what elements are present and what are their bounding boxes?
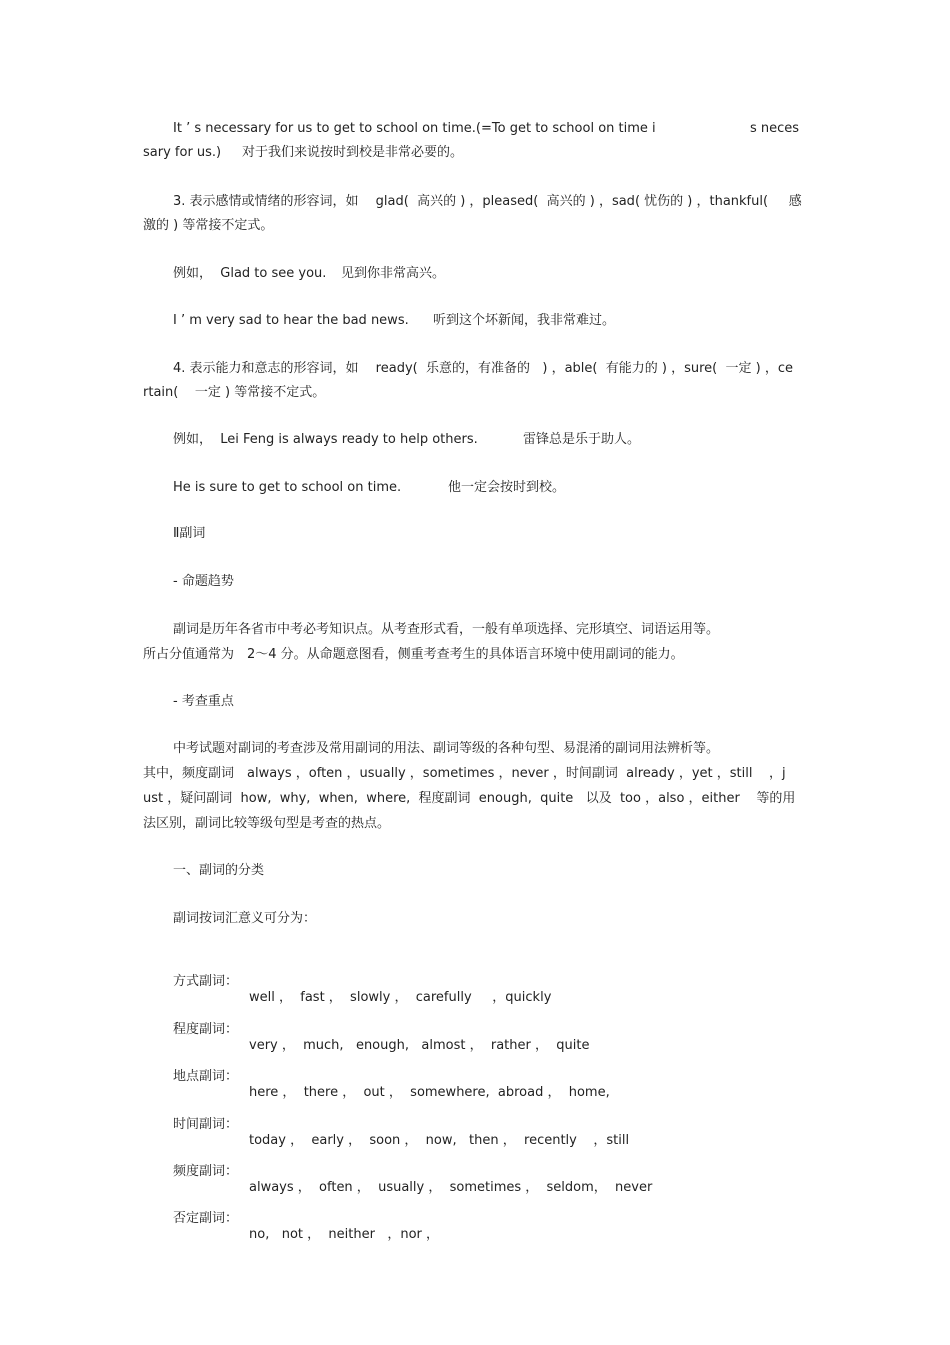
category-line [173, 1195, 440, 1259]
example-sentence: 例如， Glad to see you. [173, 266, 327, 281]
paragraph-line-tail: s neces [750, 121, 800, 136]
paragraph-line: 副词按词汇意义可分为： [173, 911, 317, 926]
paragraph-line: sary for us.) [143, 145, 222, 160]
section-heading: 一、副词的分类 [173, 863, 265, 878]
category-words: no, not ， neither ，nor ， [249, 1227, 440, 1242]
category-label: 方式副词： [173, 974, 239, 989]
subheading: - 命题趋势 [173, 574, 234, 589]
category-label: 否定副词： [173, 1211, 239, 1226]
paragraph-line: 4. 表示能力和意志的形容词，如 ready( 乐意的，有准备的 ) ，able( 有能力的 ) ，sure( 一定 ) ，ce [173, 361, 793, 376]
paragraph-line: rtain( 一定 ) 等常接不定式。 [143, 385, 326, 400]
category-label: 频度副词： [173, 1164, 239, 1179]
example-sentence: 例如， Lei Feng is always ready to help others. [173, 432, 478, 447]
section-heading: Ⅱ副词 [173, 526, 206, 541]
paragraph-line: 中考试题对副词的考查涉及常用副词的用法、副词等级的各种句型、易混淆的副词用法辨析等。 [173, 741, 720, 756]
category-words: always ， often ， usually ， sometimes ， seldom， never [249, 1180, 653, 1195]
paragraph-line: 3. 表示感情或情绪的形容词，如 glad( 高兴的 ) ，pleased( 高兴的 ) ，sad( 忧伤的 ) ，thankful( 感 [173, 194, 802, 209]
example-sentence: He is sure to get to school on time. [173, 480, 402, 495]
translation-text: 对于我们来说按时到校是非常必要的。 [242, 145, 464, 160]
paragraph-line: ust ，疑问副词 how, why, when, where, 程度副词 enough, quite 以及 too ，also ，either 等的用 [143, 791, 796, 806]
category-label: 地点副词： [173, 1069, 239, 1084]
category-words: well ， fast ， slowly ， carefully ，quickly [249, 990, 552, 1005]
category-label: 程度副词： [173, 1022, 239, 1037]
category-words: very ， much, enough, almost ， rather ， quite [249, 1038, 590, 1053]
translation-text: 见到你非常高兴。 [341, 266, 446, 281]
paragraph-line: 副词是历年各省市中考必考知识点。从考查形式看，一般有单项选择、完形填空、词语运用等。 [173, 622, 720, 637]
translation-text: 听到这个坏新闻，我非常难过。 [433, 313, 616, 328]
translation-text: 雷锋总是乐于助人。 [523, 432, 641, 447]
category-words: here ， there ， out ， somewhere, abroad ， home, [249, 1085, 610, 1100]
category-words: today ， early ， soon ， now, then ， recently ，still [249, 1133, 630, 1148]
paragraph-line: 法区别，副词比较等级句型是考查的热点。 [143, 816, 391, 831]
subheading: - 考查重点 [173, 694, 234, 709]
category-label: 时间副词： [173, 1117, 239, 1132]
paragraph-line: It ’ s necessary for us to get to school on time.(=To get to school on time i [173, 121, 656, 136]
example-sentence: I ’ m very sad to hear the bad news. [173, 313, 409, 328]
paragraph-line: 所占分值通常为 2～4 分。从命题意图看，侧重考查考生的具体语言环境中使用副词的能力。 [143, 647, 684, 662]
translation-text: 他一定会按时到校。 [448, 480, 566, 495]
paragraph-line: 激的 ) 等常接不定式。 [143, 218, 274, 233]
paragraph-line: 其中，频度副词 always ，often ，usually ，sometimes ，never ，时间副词 already ，yet ，still ，j [143, 766, 786, 781]
